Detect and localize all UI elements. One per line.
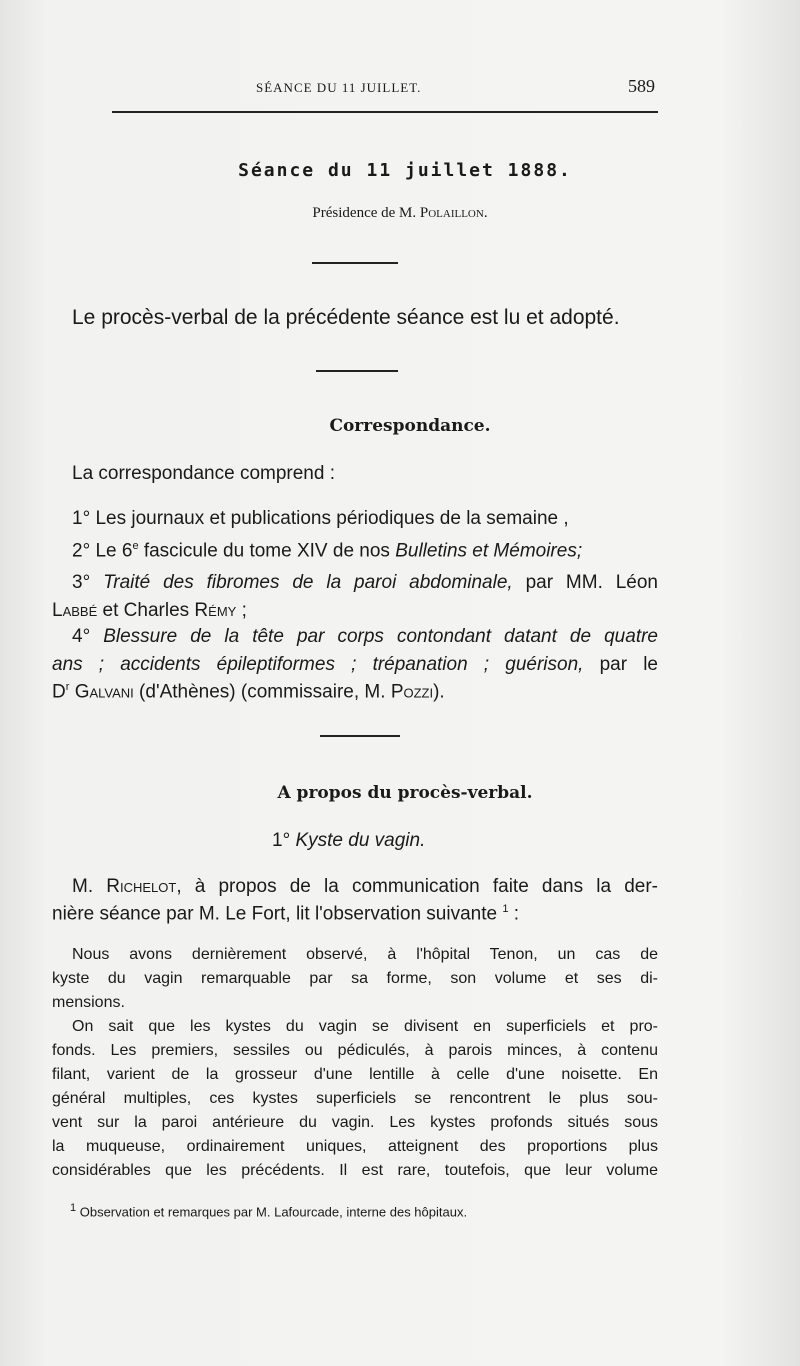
separator-rule <box>316 370 398 372</box>
correspondence-item-4-line-1 <box>72 626 658 648</box>
footnote <box>70 1202 467 1219</box>
item4-title-line-2: ans ; accidents épileptiformes ; trépanation ; guérison, <box>52 654 584 675</box>
para2-line-4: général multiples, ces kystes superficiels se rencontrent le plus sou- <box>52 1090 658 1107</box>
separator-rule <box>320 735 400 737</box>
item4-end: ). <box>433 681 445 703</box>
item2-prefix: 2° Le 6 <box>72 540 133 562</box>
correspondence-item-2 <box>72 540 582 562</box>
apropos-heading: A propos du procès-verbal. <box>277 783 533 803</box>
subheading-title: Kyste du vagin. <box>295 830 426 851</box>
para1-line-1: Nous avons dernièrement observé, à l'hôpital Tenon, un cas de <box>72 946 658 963</box>
intro-line-1-rest: , à propos de la communication faite dans la der- <box>176 876 659 897</box>
item3-middle: et Charles <box>97 600 195 621</box>
correspondence-item-3-line-1 <box>72 572 658 594</box>
intro-author: Richelot <box>106 876 177 897</box>
item3-title: Traité des fibromes de la paroi abdominale, <box>103 572 513 593</box>
para2-line-3: filant, varient de la grosseur d'une lentille à celle d'une noisette. En <box>52 1066 658 1083</box>
item3-suffix: par MM. Léon <box>512 572 658 593</box>
presidency-line <box>0 205 800 222</box>
para1-line-3: mensions. <box>52 994 125 1011</box>
apropos-intro-line-2 <box>52 903 519 925</box>
minutes-statement: Le procès-verbal de la précédente séance est lu et adopté. <box>72 306 620 329</box>
item4-middle: (d'Athènes) (commissaire, M. <box>133 681 391 703</box>
para1-line-2: kyste du vagin remarquable par sa forme, son volume et ses di- <box>52 970 658 987</box>
subheading-number: 1° <box>272 830 296 851</box>
para2-line-7: considérables que les précédents. Il est rare, toutefois, que leur volume <box>52 1162 658 1179</box>
separator-rule <box>312 262 398 264</box>
correspondence-item-3-line-2 <box>52 600 247 622</box>
apropos-intro-line-1 <box>72 876 658 898</box>
footnote-reference: 1 <box>502 903 509 915</box>
para2-line-5: vent sur la paroi antérieure du vagin. Les kystes profonds situés sous <box>52 1114 658 1131</box>
item3-author-1: Labbé <box>52 600 98 621</box>
item4-title-line-1: Blessure de la tête par corps contondant datant de quatre <box>103 626 658 647</box>
president-name: Polaillon <box>419 205 484 221</box>
item4-doctor: D <box>52 681 66 703</box>
correspondence-item-1: 1° Les journaux et publications périodiques de la semaine , <box>72 508 569 529</box>
item3-prefix: 3° <box>72 572 104 593</box>
footnote-text: Observation et remarques par M. Lafourcade, interne des hôpitaux. <box>76 1204 468 1220</box>
item2-superscript: e <box>132 540 139 552</box>
item4-commissioner: Pozzi <box>390 681 434 703</box>
item2-title: Bulletins et Mémoires; <box>395 540 583 562</box>
para2-line-6: la muqueuse, ordinairement uniques, atteignent des proportions plus <box>52 1138 658 1155</box>
correspondence-heading: Correspondance. <box>329 416 491 436</box>
running-header: SÉANCE DU 11 JUILLET. <box>256 80 422 95</box>
item3-author-2: Rémy <box>194 600 237 621</box>
para2-line-1: On sait que les kystes du vagin se divisent en superficiels et pro- <box>72 1018 658 1035</box>
presidency-suffix: . <box>483 205 488 221</box>
header-rule <box>112 111 658 113</box>
session-title: Séance du 11 juillet 1888. <box>238 160 572 181</box>
item3-end: ; <box>236 600 247 621</box>
item4-line2-suffix: par le <box>583 654 659 675</box>
correspondence-item-4-line-2 <box>52 654 658 676</box>
para2-line-2: fonds. Les premiers, sessiles ou pédiculés, à parois minces, à contenu <box>52 1042 658 1059</box>
item4-doctor-superscript: r <box>65 681 70 693</box>
item4-author: Galvani <box>74 681 134 703</box>
intro-line-2: nière séance par M. Le Fort, lit l'observation suivante <box>52 903 503 925</box>
correspondence-item-4-line-3 <box>52 681 445 703</box>
apropos-subheading <box>272 830 425 852</box>
correspondence-intro: La correspondance comprend : <box>72 463 335 484</box>
page-number: 589 <box>628 76 655 96</box>
footnote-mark: 1 <box>70 1202 77 1214</box>
intro-line-2-end: : <box>508 903 520 925</box>
intro-prefix: M. <box>72 876 107 897</box>
item2-middle: fascicule du tome XIV de nos <box>138 540 396 562</box>
presidency-prefix: Présidence de M. <box>312 205 417 221</box>
item4-prefix: 4° <box>72 626 104 647</box>
